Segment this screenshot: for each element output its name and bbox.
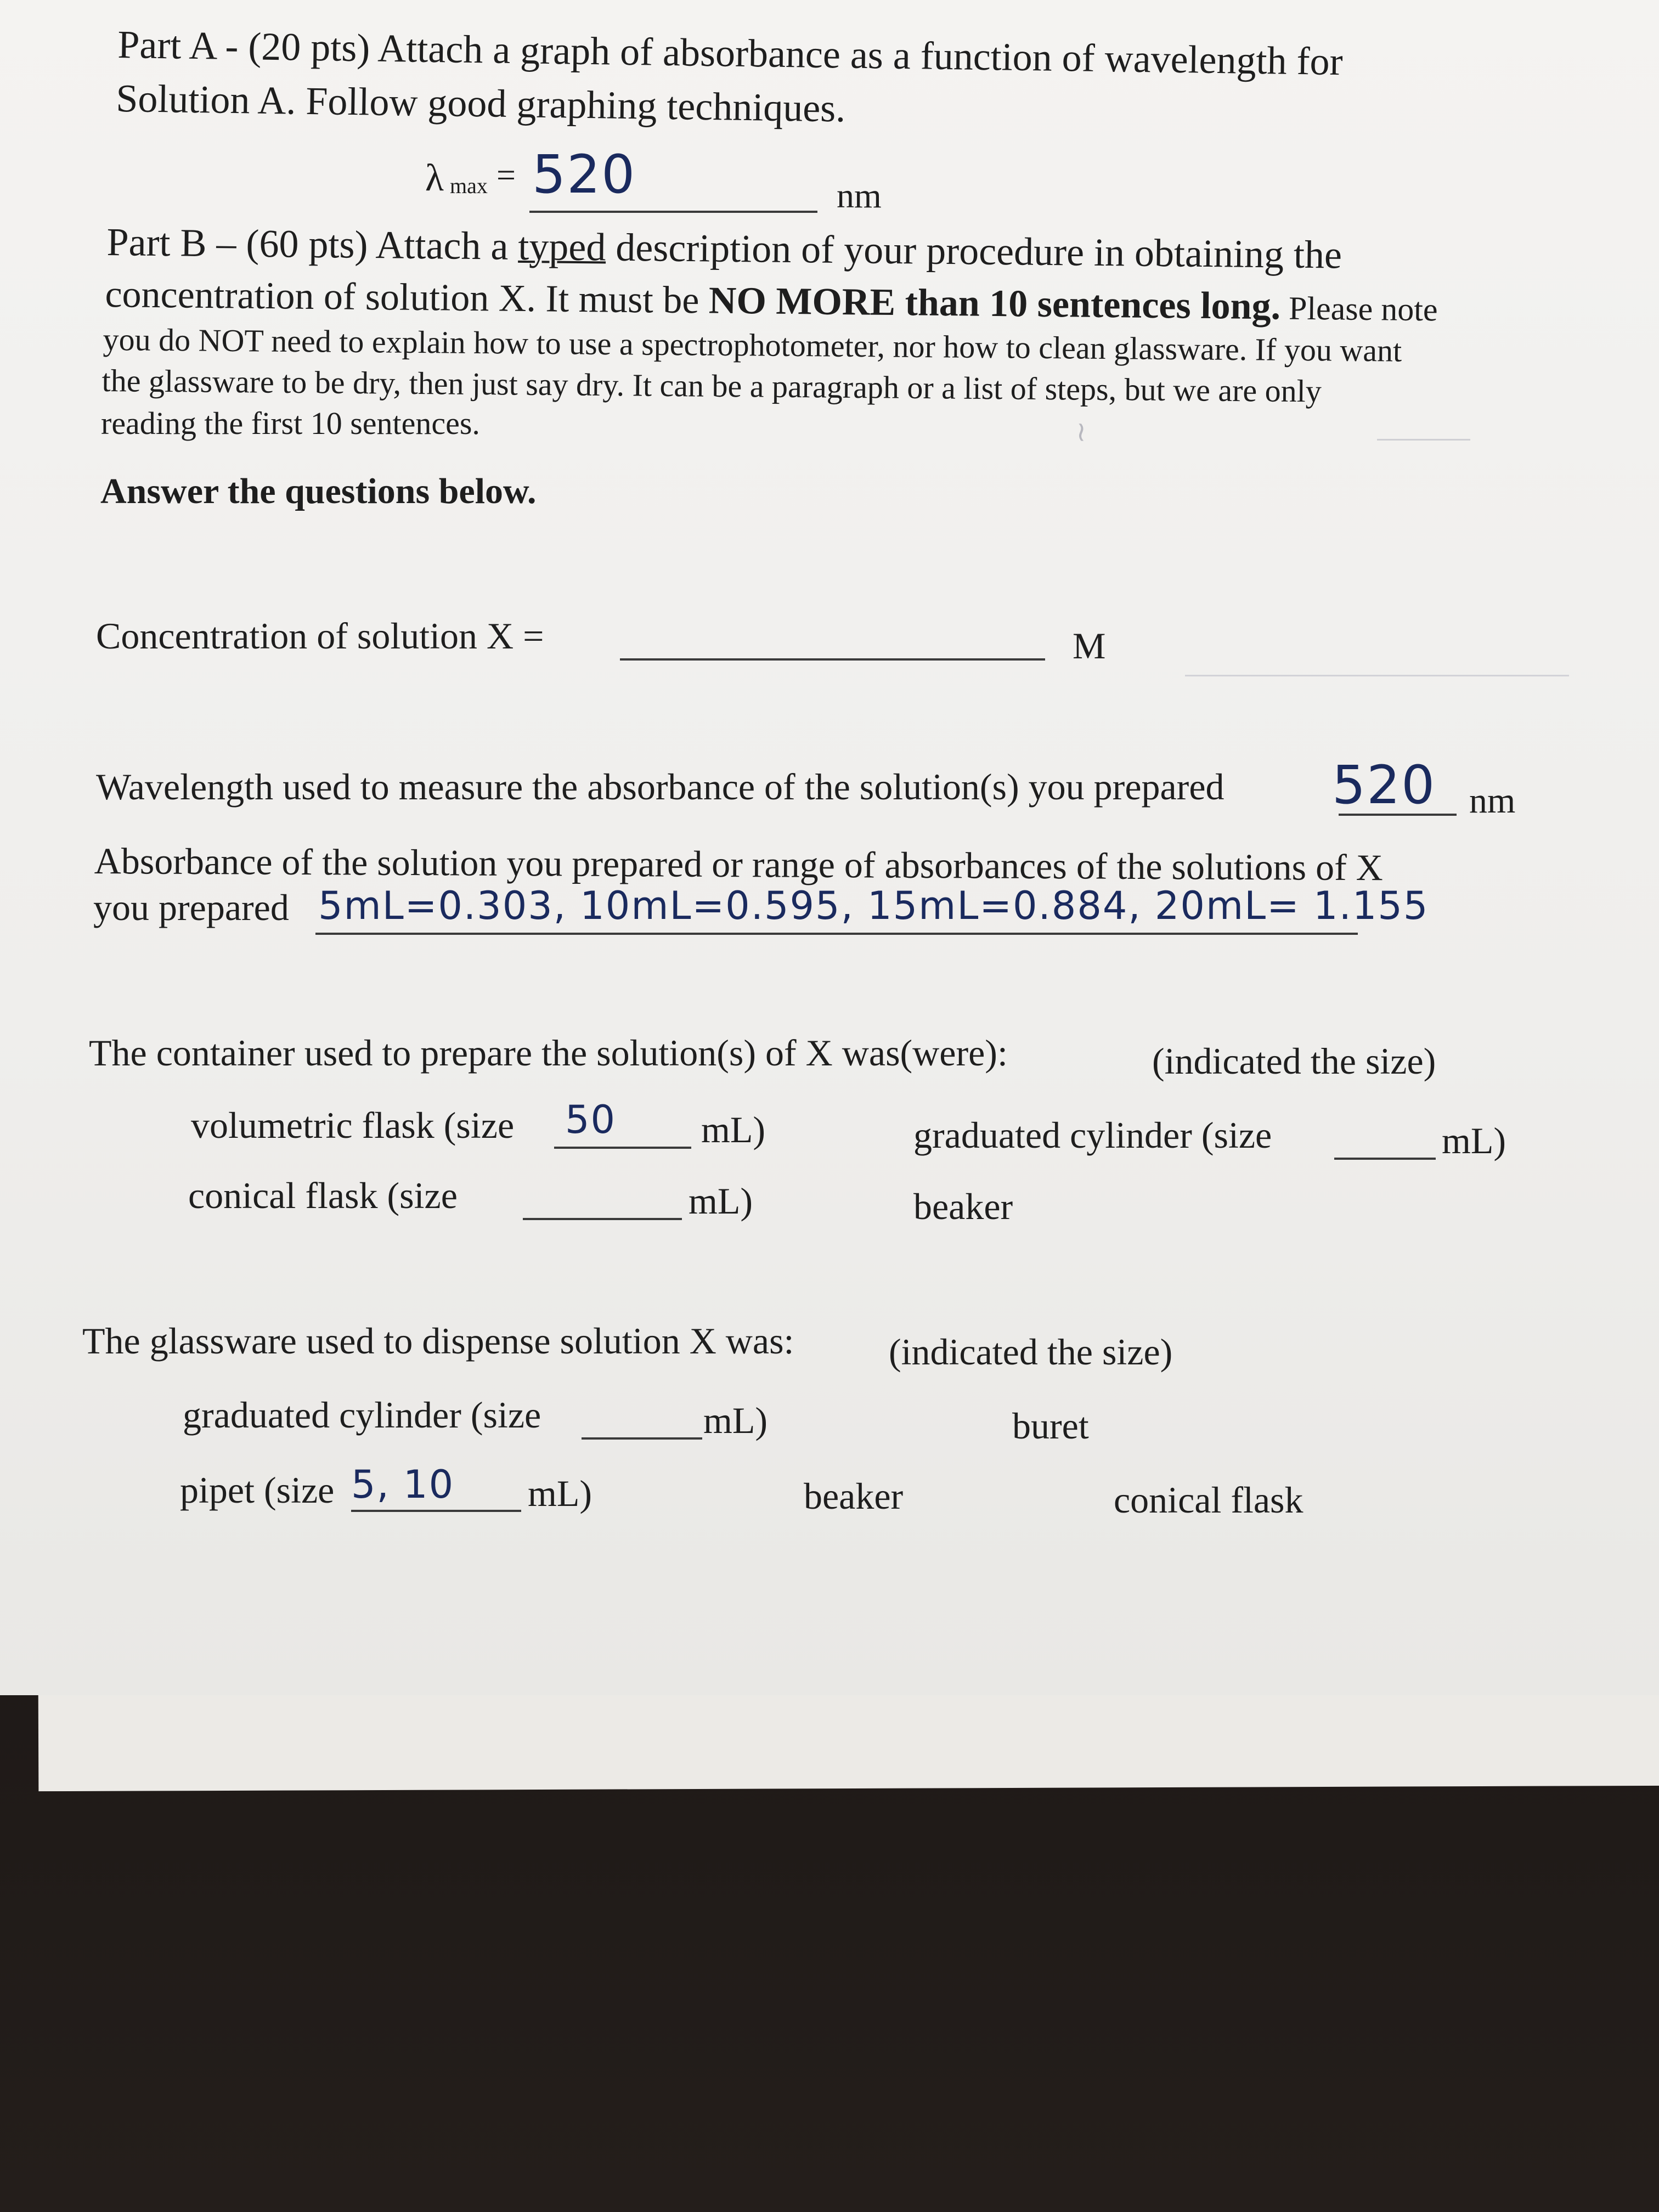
pipet-label: pipet (size [180,1469,335,1511]
container-graduated-cylinder-label: graduated cylinder (size [913,1114,1272,1156]
absorbance-label-line-2: you prepared [93,887,289,928]
volumetric-flask-size-value[interactable]: 50 [565,1097,617,1142]
part-b-line-2-suffix: Please note [1280,290,1438,328]
dispense-beaker-label: beaker [804,1475,904,1517]
concentration-unit: M [1073,625,1106,667]
faint-scratch-mark: ~ [1065,421,1098,445]
faint-scratch-line [1377,439,1470,441]
sentence-limit-emphasis: NO MORE than 10 sentences long. [708,279,1281,328]
absorbance-label-line-1: Absorbance of the solution you prepared or range of absorbances of the solutions of X [94,840,1384,889]
dispense-graduated-cylinder-ml: mL) [703,1400,768,1441]
part-b-line-3: you do NOT need to explain how to use a spectrophotometer, nor how to clean glassware. If you want [103,321,1402,369]
part-a-line-1: Part A - (20 pts) Attach a graph of absorbance as a function of wavelength for [117,22,1344,84]
pipet-ml: mL) [528,1472,592,1514]
container-graduated-cylinder-blank [1334,1158,1436,1160]
volumetric-flask-ml: mL) [701,1109,766,1150]
concentration-label: Concentration of solution X = [96,615,544,657]
container-heading: The container used to prepare the solution(s) of X was(were): [89,1032,1008,1074]
part-b-line-5: reading the first 10 sentences. [101,405,480,441]
lambda-subscript: max [450,173,488,198]
lambda-equals: = [496,157,516,194]
wavelength-value[interactable]: 520 [1332,754,1436,816]
lambda-max-blank [529,211,817,213]
answer-heading: Answer the questions below. [100,471,537,511]
container-hint: (indicated the size) [1152,1040,1436,1082]
wavelength-unit: nm [1469,781,1516,821]
absorbance-blank [315,933,1358,935]
typed-underlined-word: typed [518,224,606,269]
volumetric-flask-label: volumetric flask (size [191,1104,515,1146]
part-a-line-2: Solution A. Follow good graphing techniques. [115,76,846,131]
lambda-max-unit: nm [837,176,882,215]
part-b-line-4: the glassware to be dry, then just say dry. It can be a paragraph or a list of steps, but we are only [101,362,1322,409]
concentration-blank [620,658,1045,661]
part-b-line-1 [106,219,1342,278]
part-b-line-1-prefix: Part B – (60 pts) Attach a [106,219,518,268]
faint-scratch-line [1185,675,1569,676]
absorbance-values[interactable]: 5mL=0.303, 10mL=0.595, 15mL=0.884, 20mL= 1.155 [318,883,1429,928]
conical-flask-label: conical flask (size [188,1175,458,1216]
part-b-line-2 [105,273,1438,330]
pipet-size-value[interactable]: 5, 10 [351,1462,455,1507]
dispense-graduated-cylinder-label: graduated cylinder (size [183,1394,541,1436]
container-graduated-cylinder-ml: mL) [1442,1120,1506,1161]
dispense-heading: The glassware used to dispense solution X was: [82,1320,794,1362]
lambda-symbol: λ [425,157,444,199]
conical-flask-size-blank [523,1218,682,1220]
wavelength-label: Wavelength used to measure the absorbance of the solution(s) you prepared [96,766,1224,808]
pipet-size-blank [351,1510,521,1512]
container-beaker-label: beaker [913,1186,1013,1227]
dispense-hint: (indicated the size) [889,1331,1173,1373]
lambda-max-value: 520 [532,144,636,205]
part-b-line-2-prefix: concentration of solution X. It must be [105,273,709,322]
volumetric-flask-size-blank [554,1147,691,1149]
wavelength-blank [1339,814,1457,816]
dispense-graduated-cylinder-blank [582,1437,702,1440]
buret-label: buret [1012,1405,1089,1447]
conical-flask-ml: mL) [689,1180,753,1222]
part-b-line-1-suffix: description of your procedure in obtaining the [605,225,1342,277]
dispense-conical-flask-label: conical flask [1114,1479,1304,1521]
